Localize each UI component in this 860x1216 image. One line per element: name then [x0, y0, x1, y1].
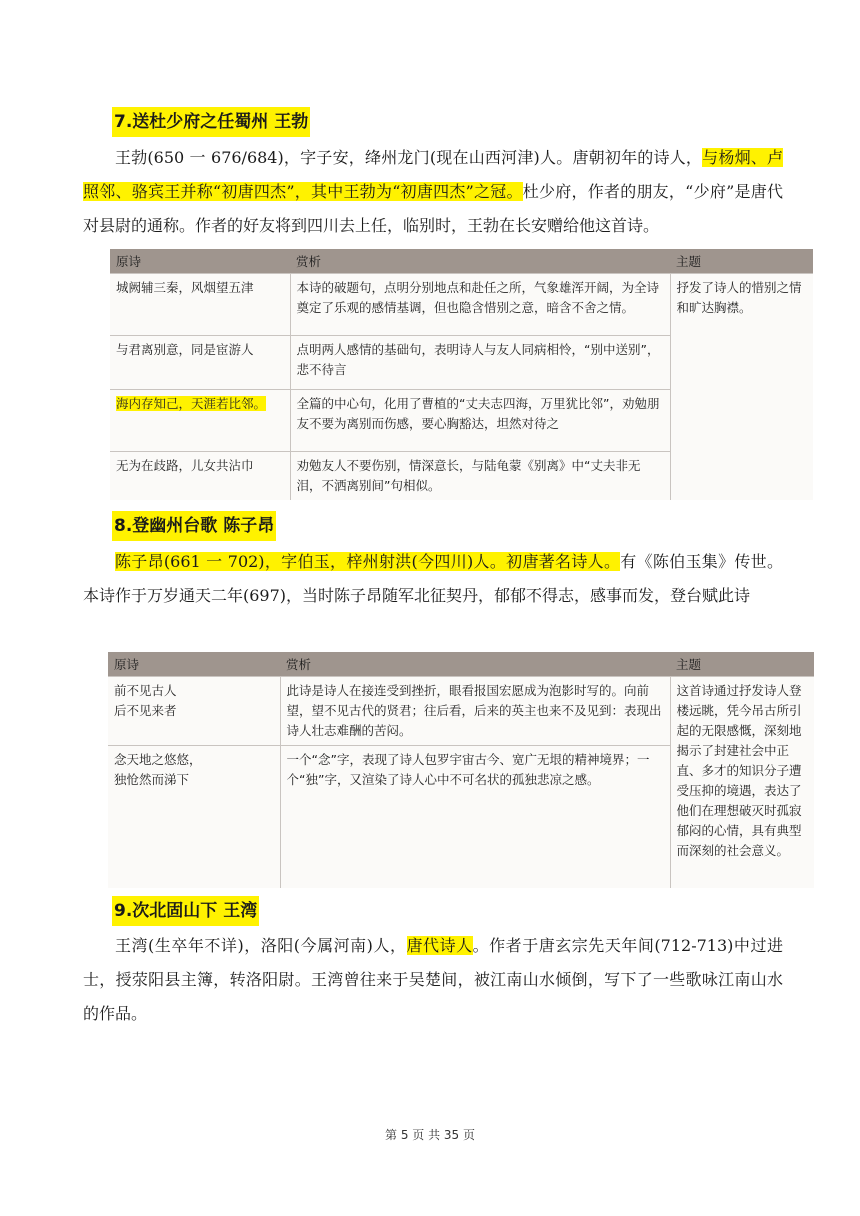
header-analysis: 赏析 [280, 652, 670, 677]
poem-cell [108, 677, 280, 746]
theme-cell: 这首诗通过抒发诗人登楼远眺，凭今吊古所引起的无限感慨，深刻地揭示了封建社会中正直、多才的知识分子遭受压抑的境遇，表达了他们在理想破灭时孤寂郁闷的心情，具有典型而深刻的社会意义。 [670, 677, 814, 888]
table-header-row [108, 652, 814, 677]
poem-cell [110, 390, 290, 452]
poem-line: 独怆然而涕下 [114, 772, 190, 787]
header-analysis: 赏析 [290, 249, 670, 274]
analysis-cell: 全篇的中心句，化用了曹植的“丈夫志四海，万里犹比邻”，劝勉朋友不要为离别而伤感，要心胸豁达，坦然对待之 [290, 390, 670, 452]
section-7-paragraph [83, 141, 783, 243]
section-7-highlight: 与杨炯、卢照邻、骆宾王并称“初唐四杰”，其中王勃为“初唐四杰”之冠。 [83, 148, 783, 201]
header-poem: 原诗 [108, 652, 280, 677]
poem-table-8 [108, 652, 814, 888]
poem-cell: 与君离别意，同是宦游人 [110, 336, 290, 390]
poem-line: 前不见古人 [114, 683, 177, 698]
section-9-paragraph [83, 929, 783, 1031]
poem-cell: 无为在歧路，儿女共沾巾 [110, 452, 290, 501]
section-8-text: 有《陈伯玉集》传世。本诗作于万岁通天二年(697)，当时陈子昂随军北征契丹，郁郁不得志，感事而发，登台赋此诗 [83, 552, 783, 605]
highlighted-poem-line: 海内存知己，天涯若比邻。 [116, 396, 267, 411]
poem-line: 后不见来者 [114, 703, 177, 718]
section-9-highlight: 唐代诗人 [406, 936, 473, 955]
section-9-text-end: 。作者于唐玄宗先天年间(712-713)中过进士，授荥阳县主簿，转洛阳尉。王湾曾往来于吴楚间，被江南山水倾倒，写下了一些歌咏江南山水的作品。 [83, 936, 783, 1023]
poem-table-7 [110, 249, 813, 500]
analysis-cell: 点明两人感情的基础句，表明诗人与友人同病相怜，“别中送别”，悲不待言 [290, 336, 670, 390]
table-row [110, 274, 813, 336]
section-8-paragraph [83, 545, 783, 613]
section-9-text: 王湾(生卒年不详)，洛阳(今属河南)人， [115, 936, 407, 955]
section-7-heading: 7.送杜少府之任蜀州 王勃 [112, 107, 310, 137]
header-theme: 主题 [670, 652, 814, 677]
section-8-heading: 8.登幽州台歌 陈子昂 [112, 511, 276, 541]
analysis-cell: 一个“念”字，表现了诗人包罗宇宙古今、宽广无垠的精神境界；一个“独”字，又渲染了诗人心中不可名状的孤独悲凉之感。 [280, 746, 670, 888]
section-8-highlight: 陈子昂(661 一 702)，字伯玉，梓州射洪(今四川)人。初唐著名诗人。 [115, 552, 621, 571]
section-7-text-end: 杜少府，作者的朋友，“少府”是唐代对县尉的通称。作者的好友将到四川去上任，临别时，王勃在长安赠给他这首诗。 [83, 182, 783, 235]
theme-cell: 抒发了诗人的惜别之情和旷达胸襟。 [670, 274, 813, 501]
poem-cell: 城阙辅三秦，风烟望五津 [110, 274, 290, 336]
poem-cell [108, 746, 280, 888]
analysis-cell: 此诗是诗人在接连受到挫折，眼看报国宏愿成为泡影时写的。向前望，望不见古代的贤君；往后看，后来的英主也来不及见到：表现出诗人壮志难酬的苦闷。 [280, 677, 670, 746]
header-poem: 原诗 [110, 249, 290, 274]
section-7-text: 王勃(650 一 676/684)，字子安，绛州龙门(现在山西河津)人。唐朝初年的诗人， [115, 148, 703, 167]
header-theme: 主题 [670, 249, 813, 274]
table-header-row [110, 249, 813, 274]
analysis-cell: 本诗的破题句，点明分别地点和赴任之所，气象雄浑开阔，为全诗奠定了乐观的感情基调，但也隐含惜别之意，暗含不舍之情。 [290, 274, 670, 336]
table-row [108, 677, 814, 746]
poem-line: 念天地之悠悠， [114, 752, 202, 767]
section-9-heading: 9.次北固山下 王湾 [112, 896, 259, 926]
analysis-cell: 劝勉友人不要伤别，情深意长，与陆龟蒙《别离》中“丈夫非无泪，不洒离别间”句相似。 [290, 452, 670, 501]
page-footer: 第 5 页 共 35 页 [385, 1128, 475, 1142]
